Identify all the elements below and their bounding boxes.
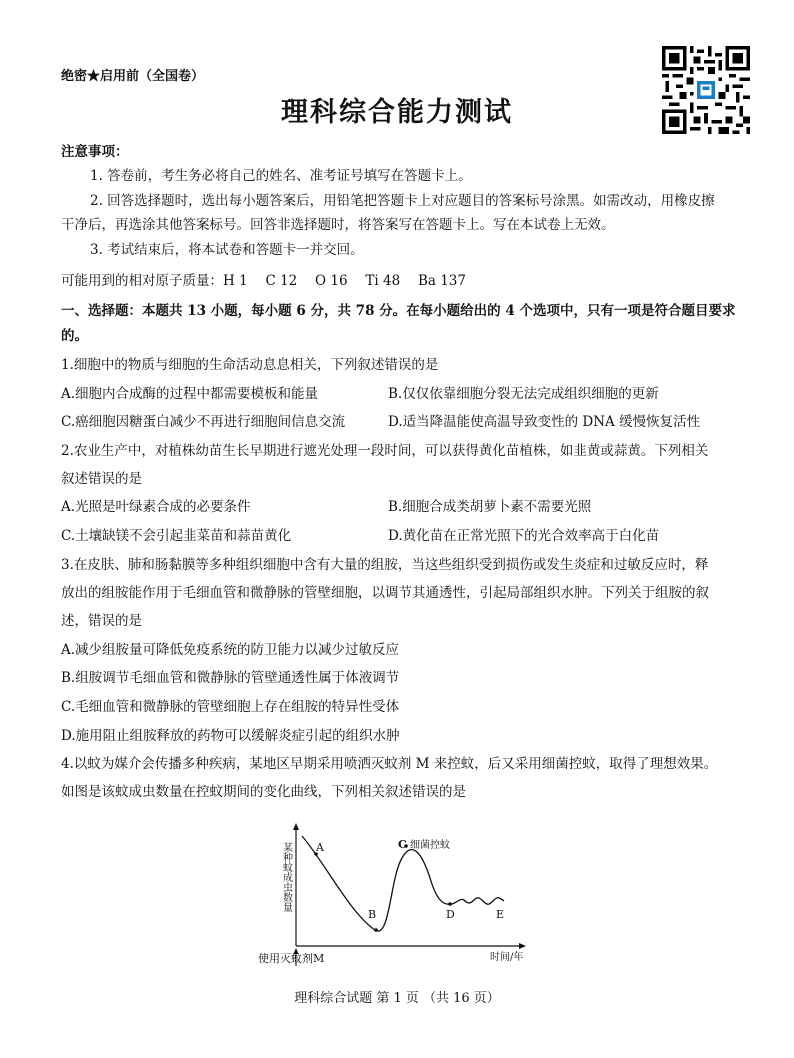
point-label-a: A [316,841,324,854]
mosquito-population-figure [250,818,530,968]
notice-item: 1. 答卷前，考生务必将自己的姓名、准考证号填写在答题卡上。 [90,168,472,184]
y-axis-arrow-icon [293,823,299,830]
page-title: 理科综合能力测试 [281,97,513,128]
x-axis-arrow-icon [519,943,526,949]
point-b [374,928,378,932]
page-footer: 理科综合试题 第 1 页 （共 16 页） [294,991,500,1006]
option-d[interactable]: D.适当降温能使高温导致变性的 DNA 缓慢恢复活性 [388,414,701,430]
option-c[interactable]: C.癌细胞因糖蛋白减少不再进行细胞间信息交流 [61,414,346,430]
option-b[interactable]: B.仅仅依靠细胞分裂无法完成组织细胞的更新 [388,386,659,402]
x-axis-label: 时间/年 [490,952,524,963]
point-label-c: C [398,838,407,851]
option-d[interactable]: D.施用阻止组胺释放的药物可以缓解炎症引起的组织水肿 [61,728,400,744]
option-a[interactable]: A.减少组胺量可降低免疫系统的防卫能力以减少过敏反应 [61,642,400,658]
figure-bottom-label: 使用灭蚊剂M [258,952,325,965]
question-stem: 放出的组胺能作用于毛细血管和微静脉的管壁细胞，以调节其通透性，引起局部组织水肿。下列关于组胺的叙 [61,585,709,601]
option-b[interactable]: B.细胞合成类胡萝卜素不需要光照 [388,499,592,515]
secret-tag: 绝密★启用前（全国卷） [61,69,205,84]
atomic-masses: 可能用到的相对原子质量：H 1 C 12 O 16 Ti 48 Ba 137 [61,273,466,289]
point-label-e: E [496,908,505,921]
question-stem: 如图是该蚊成虫数量在控蚊期间的变化曲线，下列相关叙述错误的是 [61,784,466,800]
qr-code-icon[interactable] [662,46,750,134]
question-stem: 3.在皮肤、肺和肠黏膜等多种组织细胞中含有大量的组胺，当这些组织受到损伤或发生炎症和过敏反应时，释 [61,557,709,573]
question-stem: 1.细胞中的物质与细胞的生命活动息息相关，下列叙述错误的是 [61,357,439,373]
notice-item: 干净后，再选涂其他答案标号。回答非选择题时，将答案写在答题卡上。写在本试卷上无效。 [61,217,615,233]
question-stem: 2.农业生产中，对植株幼苗生长早期进行遮光处理一段时间，可以获得黄化苗植株，如韭黄或蒜黄。下列相关 [61,443,709,459]
option-c[interactable]: C.毛细血管和微静脉的管壁细胞上存在组胺的特异性受体 [61,699,400,715]
section-heading: 的。 [61,328,88,344]
point-label-d: D [446,908,455,921]
point-label-b: B [368,908,377,921]
notice-heading: 注意事项： [61,144,129,160]
question-stem: 4.以蚊为媒介会传播多种疾病，某地区早期采用喷洒灭蚊剂 M 来控蚊，后又采用细菌控蚊，取得了理想效果。 [61,756,718,772]
option-b[interactable]: B.组胺调节毛细血管和微静脉的管壁通透性属于体液调节 [61,670,400,686]
notice-item: 3. 考试结束后，将本试卷和答题卡一并交回。 [90,242,364,258]
annotation-bacterial-control: 细菌控蚊 [410,840,450,851]
question-stem: 述，错误的是 [61,613,142,629]
section-heading: 一、选择题：本题共 13 小题，每小题 6 分，共 78 分。在每小题给出的 4 个选项中，只有一项是符合题目要求 [61,303,736,319]
option-a[interactable]: A.光照是叶绿素合成的必要条件 [61,499,251,515]
y-axis-label: 某种蚊成虫数量 [280,842,292,912]
question-stem: 叙述错误的是 [61,471,142,487]
option-a[interactable]: A.细胞内合成酶的过程中都需要模板和能量 [61,386,319,402]
notice-item: 2. 回答选择题时，选出每小题答案后，用铅笔把答题卡上对应题目的答案标号涂黑。如需改动，用橡皮擦 [90,193,715,209]
point-d [448,902,452,906]
option-c[interactable]: C.土壤缺镁不会引起韭菜苗和蒜苗黄化 [61,528,292,544]
option-d[interactable]: D.黄化苗在正常光照下的光合效率高于白化苗 [388,528,660,544]
